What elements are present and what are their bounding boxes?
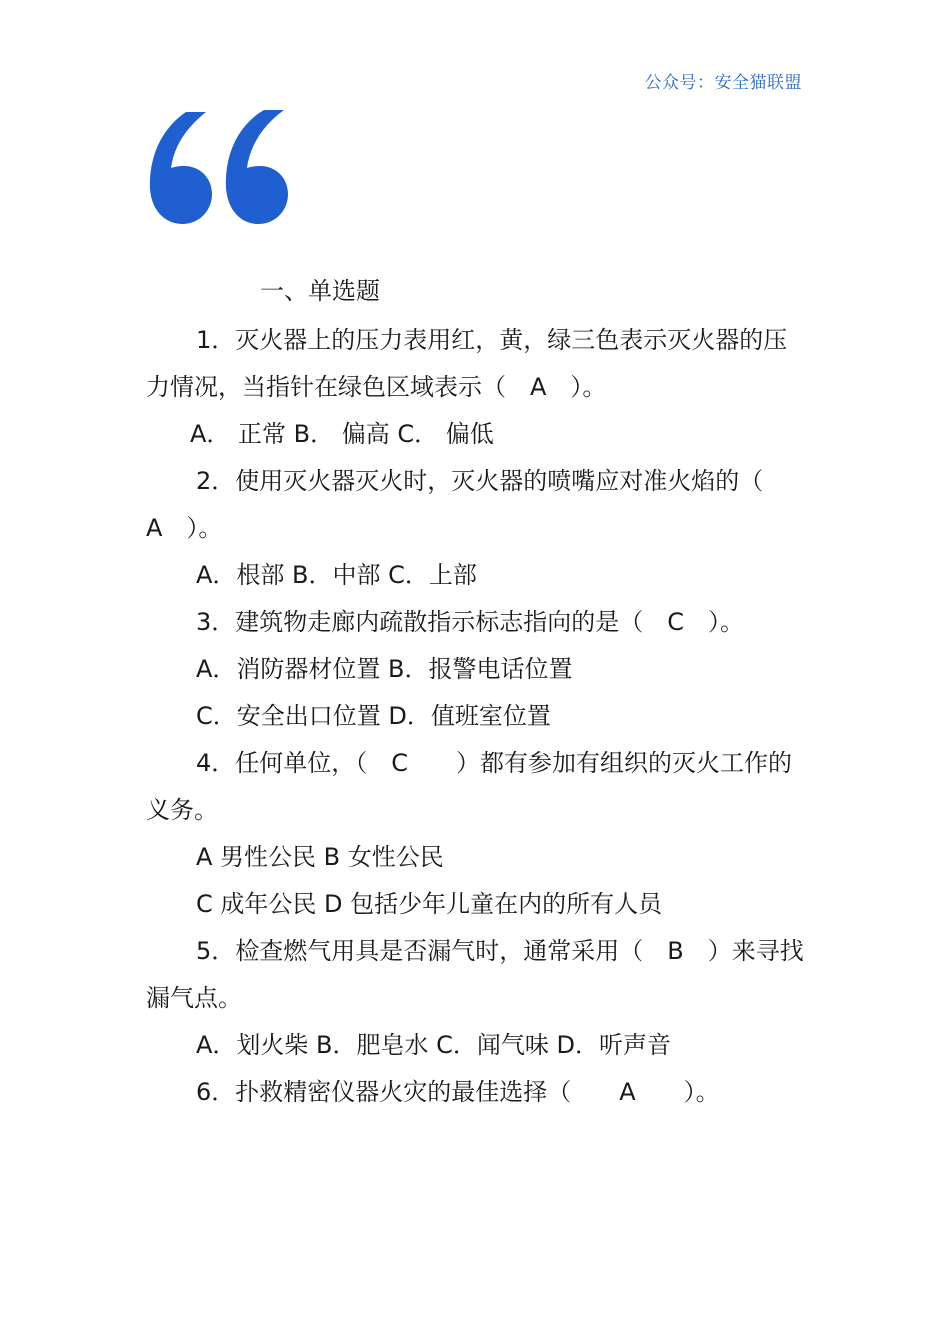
- question-5-options: A．划火柴 B．肥皂水 C．闻气味 D．听声音: [196, 1031, 672, 1059]
- question-4-options-1: A 男性公民 B 女性公民: [196, 843, 444, 871]
- account-label: 公众号：安全猫联盟: [644, 73, 802, 93]
- section-title: 一、单选题: [260, 277, 380, 305]
- question-2: 2．使用灭火器灭火时，灭火器的喷嘴应对准火焰的（ A ）。: [146, 467, 788, 542]
- question-list: [146, 268, 810, 1116]
- question-3-options-2: C．安全出口位置 D．值班室位置: [196, 702, 551, 730]
- question-1-options: A． 正常 B． 偏高 C． 偏低: [190, 420, 494, 448]
- question-2-options: A．根部 B．中部 C．上部: [196, 561, 477, 589]
- question-5: 5．检查燃气用具是否漏气时，通常采用（ B ）来寻找漏气点。: [146, 937, 804, 1012]
- question-4-options-2: C 成年公民 D 包括少年儿童在内的所有人员: [196, 890, 663, 918]
- question-1: 1．灭火器上的压力表用红，黄，绿三色表示灭火器的压力情况，当指针在绿色区域表示（ A ）。: [146, 326, 788, 401]
- quote-mark-icon: [146, 104, 296, 228]
- question-3: 3．建筑物走廊内疏散指示标志指向的是（ C ）。: [196, 608, 745, 636]
- question-6: 6．扑救精密仪器火灾的最佳选择（ A ）。: [196, 1078, 720, 1106]
- question-3-options-1: A．消防器材位置 B．报警电话位置: [196, 655, 573, 683]
- question-4: 4．任何单位，（ C ）都有参加有组织的灭火工作的义务。: [146, 749, 793, 824]
